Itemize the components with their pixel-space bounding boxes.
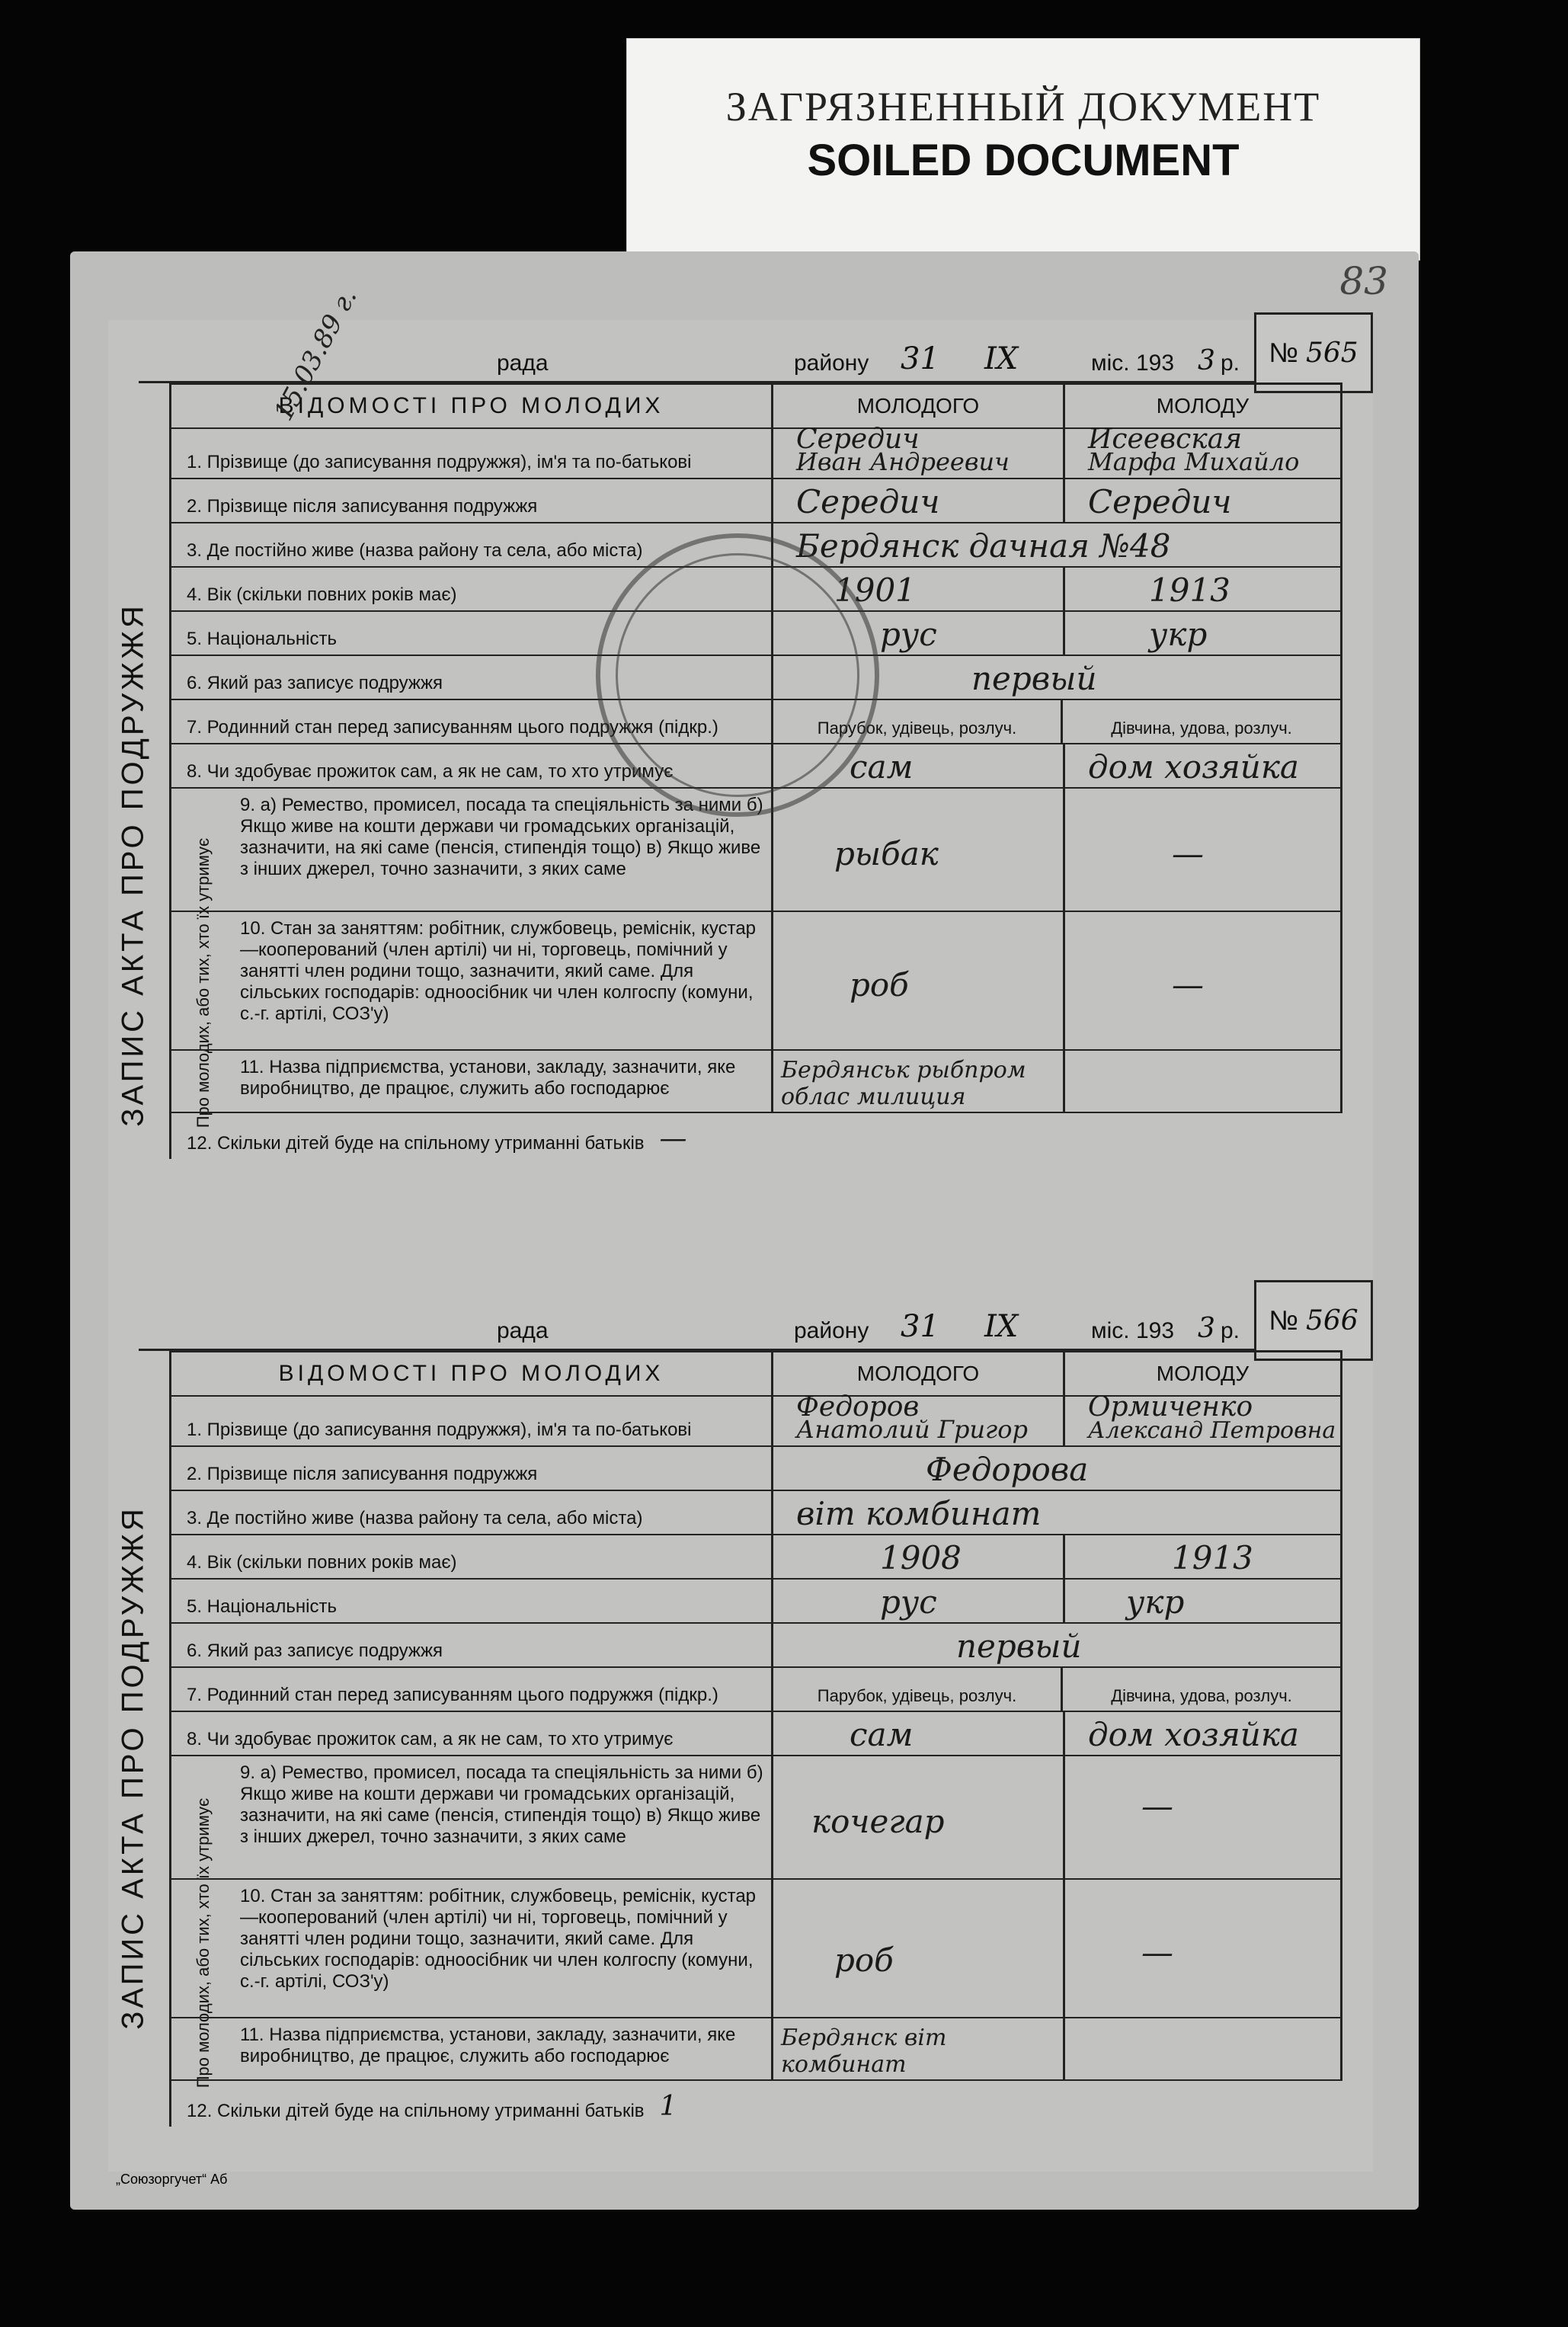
- header-info: ВІДОМОСТІ ПРО МОЛОДИХ: [171, 385, 773, 427]
- bride-marital-options: Дівчина, удова, розлуч.: [1063, 700, 1342, 743]
- bride-occupation: —: [1141, 1788, 1173, 1825]
- archive-label-card: [626, 38, 1420, 261]
- bride-name: Марфа Михайло: [1088, 447, 1300, 476]
- groom-surname: Федоров: [796, 1391, 920, 1423]
- record-number-box: [1254, 312, 1373, 393]
- bride-birth: 1913: [1172, 1539, 1253, 1576]
- record-number: 566: [1305, 1305, 1358, 1336]
- row-label: 11. Назва підприємства, установи, закладу, зазначити, яке виробництво, де працює, служить або господарює: [171, 2018, 773, 2079]
- bride-marital-options: Дівчина, удова, розлуч.: [1063, 1668, 1342, 1711]
- header-groom: МОЛОДОГО: [773, 1352, 1065, 1395]
- table-row: [171, 1051, 1342, 1113]
- groom-residence: Бердянск дачная №48: [796, 527, 1171, 565]
- number-sign: №: [1269, 1304, 1298, 1336]
- groom-status: роб: [850, 966, 909, 1003]
- bride-occupation: —: [1172, 835, 1204, 872]
- month-year-label: міс. 193: [1091, 1318, 1175, 1343]
- groom-workplace: Бердянськ рыбпром облас милиция: [781, 1057, 1026, 1110]
- handwritten-annotation: 15.03.89 г.: [268, 283, 363, 426]
- record-number: 565: [1305, 338, 1358, 369]
- table-header-row: [171, 385, 1342, 429]
- children-count: 1: [659, 2091, 677, 2122]
- number-sign: №: [1269, 337, 1298, 368]
- row-label: 9. а) Ремество, промисел, посада та спеціяльність за ними б) Якщо живе на кошти держави чи громадських організацій, зазначити, на які саме (пенсія, стипендія тощо) в) Якщо живе з інших джерел, точно зазначити, з яких саме: [171, 1756, 773, 1878]
- header-info: ВІДОМОСТІ ПРО МОЛОДИХ: [171, 1352, 773, 1395]
- bride-support: дом хозяйка: [1088, 1716, 1299, 1753]
- document-sheet: [70, 251, 1419, 2210]
- bride-support: дом хозяйка: [1088, 748, 1299, 786]
- children-row: [171, 1113, 1342, 1159]
- table-row: [171, 1447, 1342, 1491]
- section-title-vertical: [99, 1364, 168, 2172]
- side-subtitle-text: Про молодих, або тих, хто їх утримує: [194, 1797, 213, 2089]
- official-stamp: [596, 533, 879, 817]
- marriage-record-form: [108, 1288, 1373, 2172]
- month-year-label: міс. 193: [1091, 350, 1175, 376]
- row-label: 10. Стан за заняттям: робітник, службовець, реміснік, кустар—кооперований (член артілі) чи ні, торговець, помічний у занятті член родини тощо, зазначити, який саме. Для сільських господарів: одноосібник чи член колгоспу (комуни, с.-г. артілі, СОЗ'у): [171, 1880, 773, 2017]
- rada-label: рада: [497, 350, 549, 376]
- groom-birth: 1908: [880, 1539, 962, 1576]
- banner-en: SOILED DOCUMENT: [807, 136, 1240, 185]
- groom-nationality: рус: [880, 616, 937, 653]
- record-number-box: [1254, 1280, 1373, 1361]
- printer-mark: „Союзоргучет“ Аб: [116, 2172, 228, 2187]
- row-label: 10. Стан за заняттям: робітник, службовець, реміснік, кустар—кооперований (член артілі) чи ні, торговець, помічний у занятті член родини тощо, зазначити, який саме. Для сільських господарів: одноосібник чи член колгоспу (комуни, с.-г. артілі, СОЗ'у): [171, 912, 773, 1049]
- groom-support: сам: [850, 1716, 914, 1753]
- row-label: 2. Прізвище після записування подружжя: [171, 479, 773, 522]
- table-row: [171, 912, 1342, 1051]
- row-label: 7. Родинний стан перед записуванням цього подружжя (підкр.): [171, 700, 773, 743]
- row-label: 5. Національність: [171, 1580, 773, 1622]
- year-suffix: р.: [1221, 1318, 1240, 1343]
- raion-label: району: [794, 1318, 869, 1343]
- row-label: 7. Родинний стан перед записуванням цього подружжя (підкр.): [171, 1668, 773, 1711]
- row-label: 4. Вік (скільки повних років має): [171, 568, 773, 610]
- groom-support: сам: [850, 748, 914, 786]
- record-year-digit: 3: [1198, 1313, 1215, 1344]
- year-suffix: р.: [1221, 350, 1240, 376]
- children-row: [171, 2081, 1342, 2127]
- groom-status: роб: [834, 1941, 894, 1979]
- bride-surname: Ормиченко: [1088, 1391, 1253, 1423]
- table-row: [171, 1535, 1342, 1580]
- table-row: [171, 1756, 1342, 1880]
- row-label: 6. Який раз записує подружжя: [171, 656, 773, 699]
- section-title-vertical: [99, 396, 168, 1333]
- table-row: [171, 1624, 1342, 1668]
- table-row: [171, 2018, 1342, 2081]
- groom-occupation: кочегар: [811, 1803, 945, 1840]
- marriage-count: первый: [956, 1628, 1082, 1665]
- groom-marital-options: Парубок, удівець, розлуч.: [773, 1668, 1063, 1711]
- header-bride: МОЛОДУ: [1065, 1352, 1342, 1395]
- header-bride: МОЛОДУ: [1065, 385, 1342, 427]
- groom-marital-options: Парубок, удівець, розлуч.: [773, 700, 1063, 743]
- header-groom: МОЛОДОГО: [773, 385, 1065, 427]
- groom-workplace: Бердянск віт комбинат: [781, 2025, 947, 2078]
- raion-label: району: [794, 350, 869, 376]
- bride-status: —: [1172, 966, 1204, 1003]
- row-label: 12. Скільки дітей буде на спільному утриманні батьків: [187, 2101, 645, 2121]
- record-day: 31: [901, 1309, 939, 1344]
- bride-surname-after: Середич: [1088, 483, 1232, 520]
- row-label: 3. Де постійно живе (назва району та села, або міста): [171, 1491, 773, 1534]
- groom-residence: віт комбинат: [796, 1495, 1042, 1532]
- groom-name: Иван Андреевич: [796, 447, 1010, 476]
- children-count: —: [659, 1123, 687, 1154]
- row-label: 3. Де постійно живе (назва району та села, або міста): [171, 523, 773, 566]
- table-row: [171, 479, 1342, 523]
- table-row: [171, 1391, 1342, 1447]
- bride-name: Александ Петровна: [1088, 1417, 1336, 1444]
- row-label: 9. а) Ремество, промисел, посада та спеціяльність за ними б) Якщо живе на кошти держави чи громадських організацій, зазначити, на які саме (пенсія, стипендія тощо) в) Якщо живе з інших джерел, точно зазначити, з яких саме: [171, 789, 773, 911]
- table-row: [171, 1580, 1342, 1624]
- marriage-record-form: [108, 283, 1373, 1333]
- record-table: [169, 1350, 1342, 2127]
- section-title-text: ЗАПИС АКТА ПРО ПОДРУЖЖЯ: [116, 603, 150, 1127]
- table-header-row: [171, 1352, 1342, 1397]
- marriage-count: первый: [971, 660, 1097, 697]
- table-row: [171, 2081, 1342, 2127]
- corner-note: 83: [1339, 259, 1388, 303]
- rada-label: рада: [497, 1318, 549, 1343]
- bride-nationality: укр: [1126, 1583, 1185, 1621]
- section-title-text: ЗАПИС АКТА ПРО ПОДРУЖЖЯ: [116, 1506, 150, 2030]
- table-row: [171, 1712, 1342, 1756]
- row-label: 6. Який раз записує подружжя: [171, 1624, 773, 1666]
- row-label: 5. Національність: [171, 612, 773, 655]
- banner-ru: ЗАГРЯЗНЕННЫЙ ДОКУМЕНТ: [725, 84, 1321, 130]
- table-row: [171, 424, 1342, 479]
- row-label: 8. Чи здобуває прожиток сам, а як не сам, то хто утримує: [171, 744, 773, 787]
- row-label: 1. Прізвище (до записування подружжя), ім'я та по-батькові: [171, 429, 773, 478]
- bride-status: —: [1141, 1934, 1173, 1971]
- row-label: 4. Вік (скільки повних років має): [171, 1535, 773, 1578]
- record-day: 31: [901, 341, 939, 376]
- row-label: 12. Скільки дітей буде на спільному утриманні батьків: [187, 1133, 645, 1154]
- bride-cell: [1065, 424, 1342, 478]
- surname-after: Федорова: [926, 1451, 1089, 1488]
- row-label: 2. Прізвище після записування подружжя: [171, 1447, 773, 1490]
- groom-birth: 1901: [834, 571, 916, 609]
- table-row: [171, 1113, 1342, 1159]
- groom-surname: Середич: [796, 424, 920, 455]
- row-label: 8. Чи здобуває прожиток сам, а як не сам, то хто утримує: [171, 1712, 773, 1755]
- side-subtitle-text: Про молодих, або тих, хто їх утримує: [194, 837, 213, 1128]
- record-year-digit: 3: [1198, 345, 1215, 376]
- groom-occupation: рыбак: [834, 835, 939, 872]
- row-label: 11. Назва підприємства, установи, закладу, зазначити, яке виробництво, де працює, служить або господарює: [171, 1051, 773, 1112]
- record-month: IX: [984, 341, 1019, 376]
- bride-surname: Исеевская: [1088, 424, 1243, 455]
- bride-nationality: укр: [1149, 616, 1208, 653]
- groom-name: Анатолий Григор: [796, 1415, 1028, 1444]
- table-row: [171, 1668, 1342, 1712]
- table-row: [171, 1491, 1342, 1535]
- row-label: 1. Прізвище (до записування подружжя), ім'я та по-батькові: [171, 1397, 773, 1445]
- groom-cell: [773, 424, 1065, 478]
- groom-surname-after: Середич: [796, 483, 940, 520]
- record-headline: [139, 1288, 1342, 1351]
- table-row: [171, 1880, 1342, 2018]
- bride-birth: 1913: [1149, 571, 1230, 609]
- record-month: IX: [984, 1309, 1019, 1344]
- groom-nationality: рус: [880, 1583, 937, 1621]
